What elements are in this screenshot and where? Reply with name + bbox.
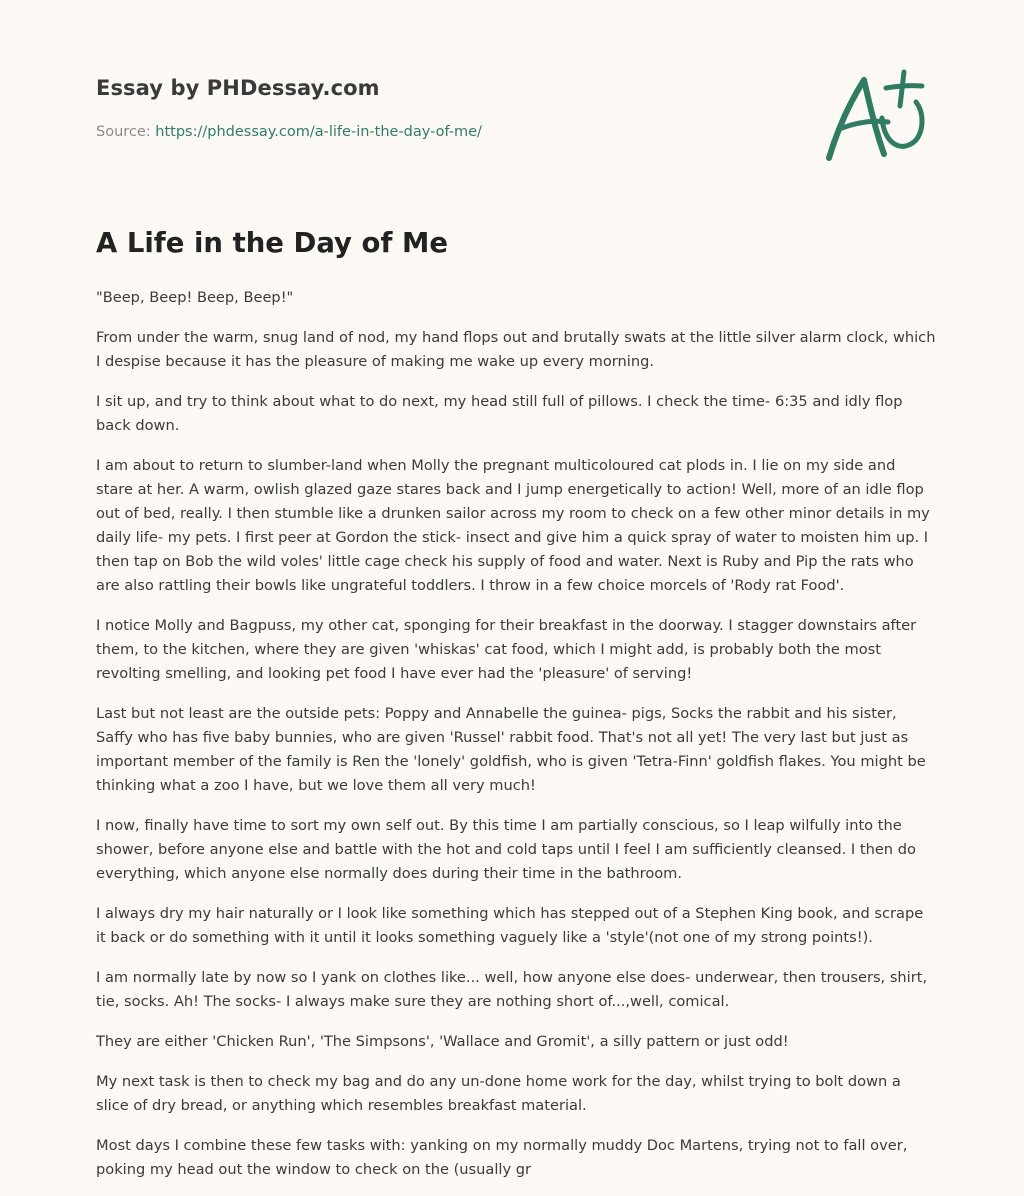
essay-paragraph: From under the warm, snug land of nod, my hand flops out and brutally swats at the little silver alarm clock, which I despise because it has the pleasure of making me wake up every morning. (96, 329, 936, 370)
essay-paragraph: I am normally late by now so I yank on clothes like... well, how anyone else does- underwear, then trousers, shirt, tie, socks. Ah! The socks- I always make sure they are nothing short of...,well, comical. (96, 969, 928, 1010)
essay-paragraph: I notice Molly and Bagpuss, my other cat, sponging for their breakfast in the doorway. I stagger downstairs after them, to the kitchen, where they are given 'whiskas' cat food, which I might add, is probably both the most revolting smelling, and looking pet food I have ever had the 'pleasure' of serving! (96, 617, 917, 682)
source-link[interactable]: https://phdessay.com/a-life-in-the-day-of-me/ (155, 124, 482, 140)
source-line (96, 124, 482, 140)
essay-paragraph: "Beep, Beep! Beep, Beep!" (96, 289, 294, 306)
essay-paragraph: I sit up, and try to think about what to do next, my head still full of pillows. I check the time- 6:35 and idly flop back down. (96, 393, 903, 434)
essay-paragraph: I am about to return to slumber-land when Molly the pregnant multicoloured cat plods in. I lie on my side and stare at her. A warm, owlish glazed gaze stares back and I jump energetically to action! Well, more of an idle flop out of bed, really. I then stumble like a drunken sailor across my room to check on a few other minor details in my daily life- my pets. I first peer at Gordon the stick- insect and give him a quick spray of water to moisten him up. I then tap on Bob the wild voles' little cage check his supply of food and water. Next is Ruby and Pip the rats who are also rattling their bowls like ungrateful toddlers. I throw in a few choice morcels of 'Rody rat Food'. (96, 457, 930, 594)
essay-paragraph: I always dry my hair naturally or I look like something which has stepped out of a Stephen King book, and scrape it back or do something with it until it looks something vaguely like a 'style'(not one of my strong points!). (96, 905, 924, 946)
essay-title: A Life in the Day of Me (96, 227, 449, 259)
source-label: Source: (96, 124, 151, 140)
essay-paragraph: I now, finally have time to sort my own self out. By this time I am partially conscious, so I leap wilfully into the shower, before anyone else and battle with the hot and cold taps until I feel I am sufficiently cleansed. I then do everything, which anyone else normally does during their time in the bathroom. (96, 817, 916, 882)
essay-paragraph: Last but not least are the outside pets: Poppy and Annabelle the guinea- pigs, Socks the rabbit and his sister, Saffy who has five baby bunnies, who are given 'Russel' rabbit food. That's not all yet! The very last but just as important member of the family is Ren the 'lonely' goldfish, who is given 'Tetra-Finn' goldfish flakes. You might be thinking what a zoo I have, but we love them all very much! (96, 705, 926, 794)
site-brand: Essay by PHDessay.com (96, 76, 380, 100)
essay-paragraph: My next task is then to check my bag and do any un-done home work for the day, whilst trying to bolt down a slice of dry bread, or anything which resembles breakfast material. (96, 1073, 901, 1114)
essay-paragraph: Most days I combine these few tasks with: yanking on my normally muddy Doc Martens, trying not to fall over, poking my head out the window to check on the (usually gr (96, 1137, 908, 1178)
essay-body (96, 286, 936, 1196)
essay-paragraph: They are either 'Chicken Run', 'The Simpsons', 'Wallace and Gromit', a silly pattern or just odd! (96, 1033, 789, 1050)
a-plus-logo-icon (818, 66, 934, 170)
